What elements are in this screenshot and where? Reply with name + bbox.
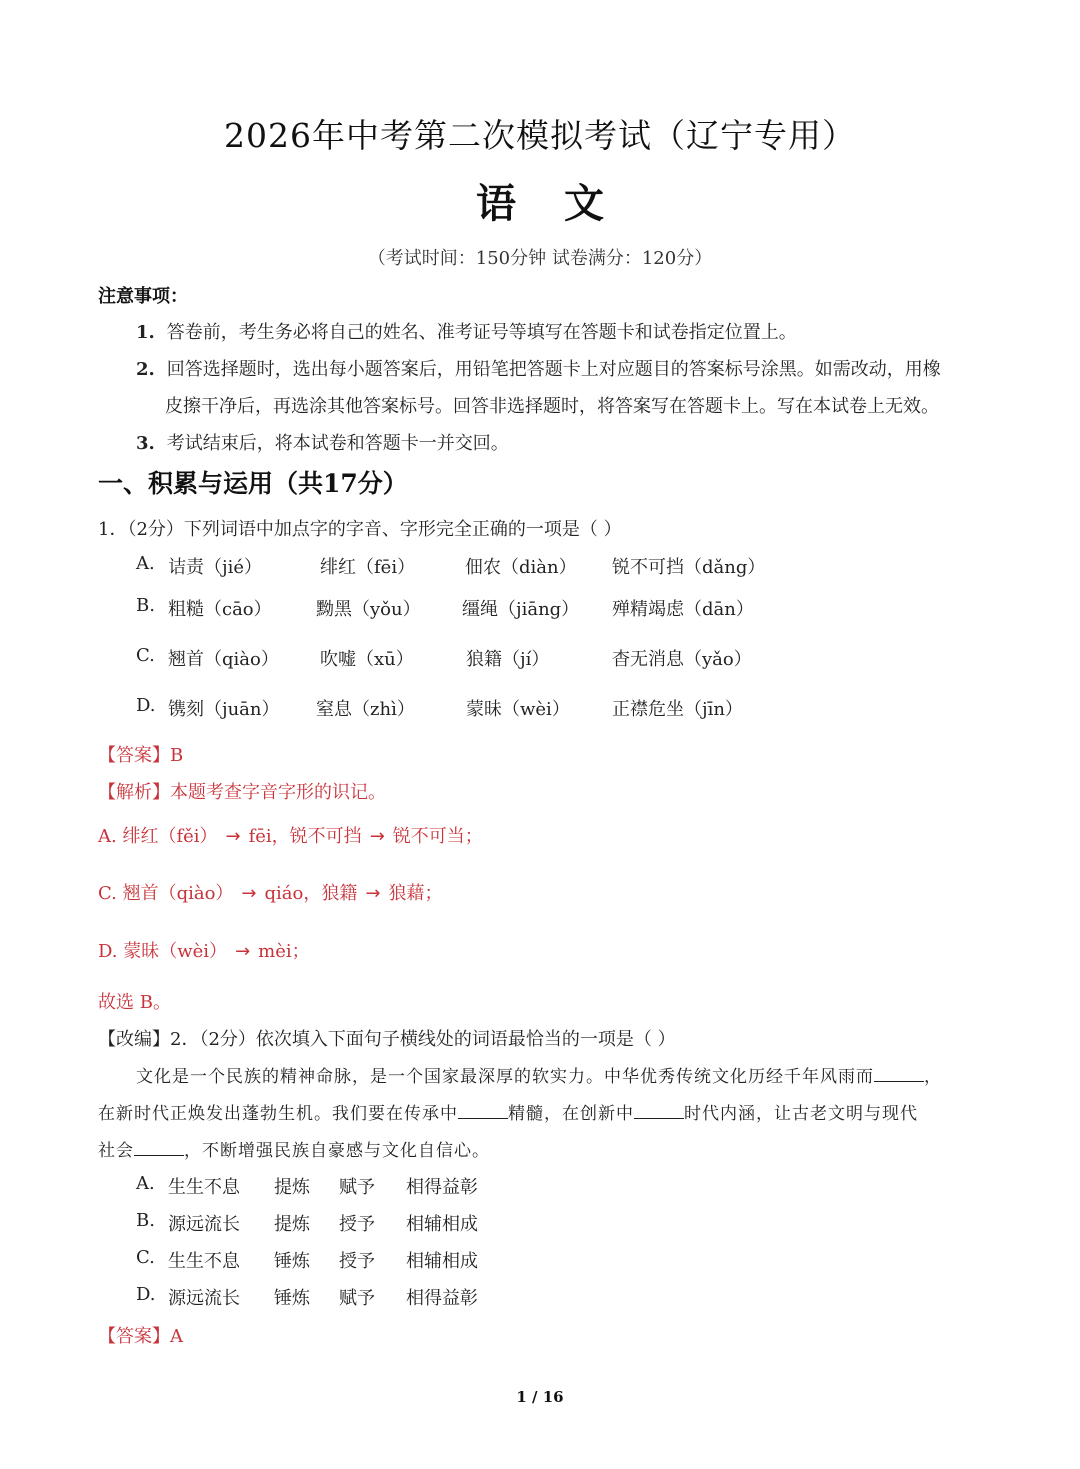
arrow-icon: →	[369, 826, 385, 847]
exam-time: （考试时间：150分钟 试卷满分：120分）	[367, 248, 713, 269]
fill-blank	[458, 1104, 508, 1119]
fill-blank	[134, 1141, 184, 1156]
arrow-icon: →	[241, 883, 257, 904]
question-1-stem: 1．（2分）下列词语中加点字的字音、字形完全正确的一项是（ ）	[98, 519, 622, 540]
q1-correction-c: C. 翘首（qiào） → qiáo，狼籍 → 狼藉；	[98, 883, 443, 904]
fill-blank	[874, 1067, 924, 1082]
arrow-icon: →	[365, 883, 381, 904]
q1-analysis: 【解析】本题考查字音字形的识记。	[98, 782, 386, 803]
exam-title: 2026年中考第二次模拟考试（辽宁专用）	[224, 116, 856, 155]
q1-correction-a: A. 绯红（fěi） → fēi，锐不可挡 → 锐不可当；	[98, 826, 483, 847]
notice-item-3: 3. 考试结束后，将本试卷和答题卡一并交回。	[136, 433, 509, 454]
arrow-icon: →	[235, 941, 251, 962]
q2-passage-line-1: 文化是一个民族的精神命脉，是一个国家最深厚的软实力。中华优秀传统文化历经千年风雨而 ，	[136, 1067, 942, 1087]
q2-passage-line-2: 在新时代正焕发出蓬勃生机。我们要在传承中 精髓，在创新中 时代内涵，让古老文明与现代	[98, 1104, 918, 1124]
arrow-icon: →	[225, 826, 241, 847]
q2-answer: 【答案】A	[98, 1326, 183, 1347]
notice-item-2-cont: 皮擦干净后，再选涂其他答案标号。回答非选择题时，将答案写在答题卡上。写在本试卷上无效。	[165, 396, 939, 417]
notice-heading: 注意事项：	[98, 286, 188, 307]
q1-answer: 【答案】B	[98, 745, 184, 766]
notice-item-2: 2. 回答选择题时，选出每小题答案后，用铅笔把答题卡上对应题目的答案标号涂黑。如需改动，用橡	[136, 359, 941, 380]
page-number: 1 / 16	[516, 1388, 564, 1406]
notice-item-1: 1. 答卷前，考生务必将自己的姓名、准考证号等填写在答题卡和试卷指定位置上。	[136, 322, 797, 343]
question-2-stem: 【改编】2．（2分）依次填入下面句子横线处的词语最恰当的一项是（ ）	[98, 1029, 676, 1050]
q1-conclusion: 故选 B。	[98, 992, 171, 1013]
q2-passage-line-3: 社会 ，不断增强民族自豪感与文化自信心。	[98, 1141, 490, 1161]
q1-correction-d: D. 蒙昧（wèi） → mèi；	[98, 941, 310, 962]
subject-title: 语文	[476, 180, 652, 227]
section-heading: 一、积累与运用（共17分）	[98, 469, 408, 498]
fill-blank	[634, 1104, 684, 1119]
